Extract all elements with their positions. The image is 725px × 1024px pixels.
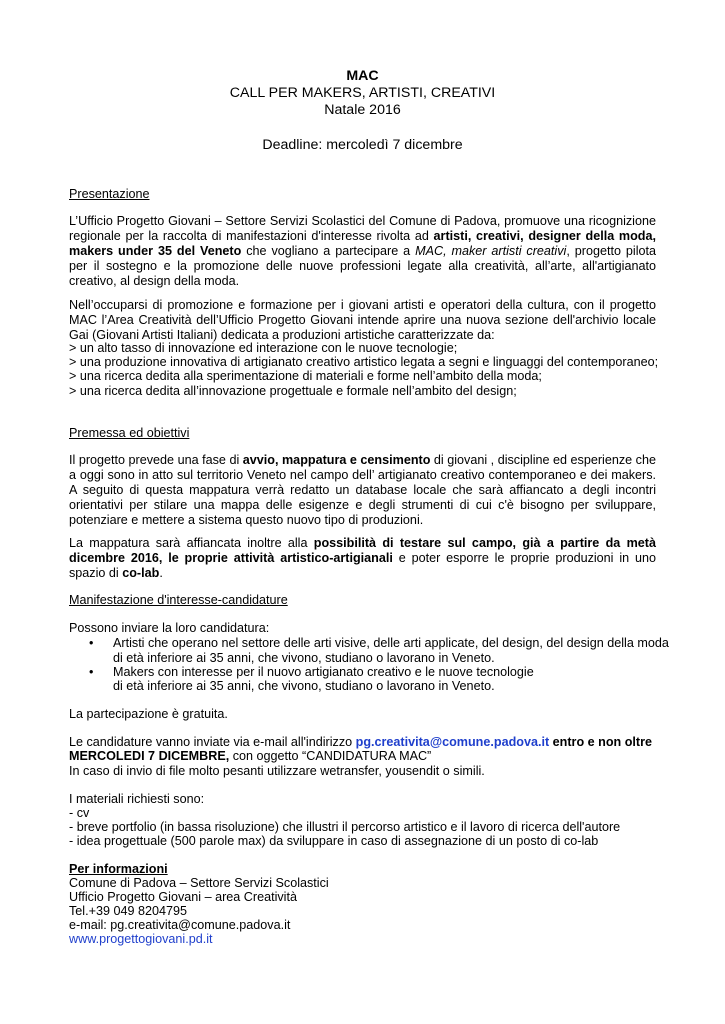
bullet-text: di età inferiore ai 35 anni, che vivono, studiano o lavorano in Veneto. — [113, 651, 495, 665]
section-heading-info: Per informazioni — [69, 862, 168, 876]
doc-title: MAC — [346, 68, 379, 84]
premessa-paragraph-1: Il progetto prevede una fase di avvio, mappatura e censimento di giovani , discipline ed esperienze che a oggi sono in atto sul territorio Veneto nel campo dell’ artigianato creativo contemporaneo e dei makers. A seguito di questa mappatura verrà redatto un database locale che sarà affiancato a degli incontri orientativi per stilare una mappa delle esigenze e degli strumenti di cui c'è bisogno per sviluppare, potenziare e mettere a sistema questo nuovo tipo di produzioni. — [69, 453, 656, 527]
list-item: > un alto tasso di innovazione ed interazione con le nuove tecnologie; — [69, 341, 458, 355]
section-heading-presentazione: Presentazione — [69, 187, 150, 201]
section-heading-manifestazione: Manifestazione d'interesse-candidature — [69, 593, 288, 607]
candidature-note: In caso di invio di file molto pesanti utilizzare wetransfer, yousendit o simili. — [69, 764, 485, 778]
info-line: Tel.+39 049 8204795 — [69, 904, 187, 918]
website-link[interactable]: www.progettogiovani.pd.it — [69, 932, 213, 946]
materiali-intro: I materiali richiesti sono: — [69, 792, 205, 806]
email-link[interactable]: pg.creativita@comune.padova.it — [355, 735, 550, 749]
bullet-icon: • — [89, 665, 94, 679]
list-item: - idea progettuale (500 parole max) da sviluppare in caso di assegnazione di un posto di co-lab — [69, 834, 599, 848]
candidature-intro: Possono inviare la loro candidatura: — [69, 621, 270, 635]
info-line: e-mail: pg.creativita@comune.padova.it — [69, 918, 291, 932]
doc-subtitle: CALL PER MAKERS, ARTISTI, CREATIVI — [229, 85, 496, 101]
section-heading-premessa: Premessa ed obiettivi — [69, 426, 190, 440]
presentazione-paragraph-2: Nell’occuparsi di promozione e formazione per i giovani artisti e operatori della cultura, con il progetto MAC l’Area Creatività dell’Ufficio Progetto Giovani intende aprire una nuova sezione dell'archivio locale Gai (Giovani Artisti Italiani) dedicata a produzioni artistiche caratterizzate da: — [69, 298, 656, 342]
bullet-text: Makers con interesse per il nuovo artigianato creativo e le nuove tecnologie — [113, 665, 534, 679]
bullet-text: Artisti che operano nel settore delle arti visive, delle arti applicate, del design, del design della moda — [113, 636, 669, 650]
partecipazione-gratuita: La partecipazione è gratuita. — [69, 707, 228, 721]
info-line: Comune di Padova – Settore Servizi Scolastici — [69, 876, 329, 890]
list-item: > una produzione innovativa di artigianato creativo artistico legata a segni e linguaggi del contemporaneo; — [69, 355, 659, 369]
list-item: - cv — [69, 806, 90, 820]
candidature-deadline: MERCOLEDI 7 DICEMBRE, con oggetto “CANDIDATURA MAC” — [69, 749, 432, 763]
list-item: - breve portfolio (in bassa risoluzione) che illustri il percorso artistico e il lavoro di ricerca dell'autore — [69, 820, 621, 834]
candidature-instructions: Le candidature vanno inviate via e-mail all'indirizzo pg.creativita@comune.padova.it entro e non oltre — [69, 735, 653, 749]
list-item: > una ricerca dedita alla sperimentazione di materiali e forme nell’ambito della moda; — [69, 369, 542, 383]
bullet-icon: • — [89, 636, 94, 650]
list-item: > una ricerca dedita all’innovazione progettuale e formale nell’ambito del design; — [69, 384, 517, 398]
doc-edition: Natale 2016 — [324, 102, 401, 118]
bullet-text: di età inferiore ai 35 anni, che vivono, studiano o lavorano in Veneto. — [113, 679, 495, 693]
presentazione-paragraph-1: L’Ufficio Progetto Giovani – Settore Servizi Scolastici del Comune di Padova, promuove una ricognizione regionale per la raccolta di manifestazioni d'interesse rivolta ad artisti, creativi, designer della moda, makers under 35 del Veneto che vogliano a partecipare a MAC, maker artisti creativi, progetto pilota per il sostegno e la promozione delle nuove professioni legate alla creatività, all’arte, all'artigianato creativo, al design della moda. — [69, 214, 656, 288]
premessa-paragraph-2: La mappatura sarà affiancata inoltre alla possibilità di testare sul campo, già a partire da metà dicembre 2016, le proprie attività artistico-artigianali e poter esporre le proprie produzioni in uno spazio di co-lab. — [69, 536, 656, 580]
doc-deadline: Deadline: mercoledì 7 dicembre — [262, 137, 463, 153]
info-line: Ufficio Progetto Giovani – area Creatività — [69, 890, 297, 904]
